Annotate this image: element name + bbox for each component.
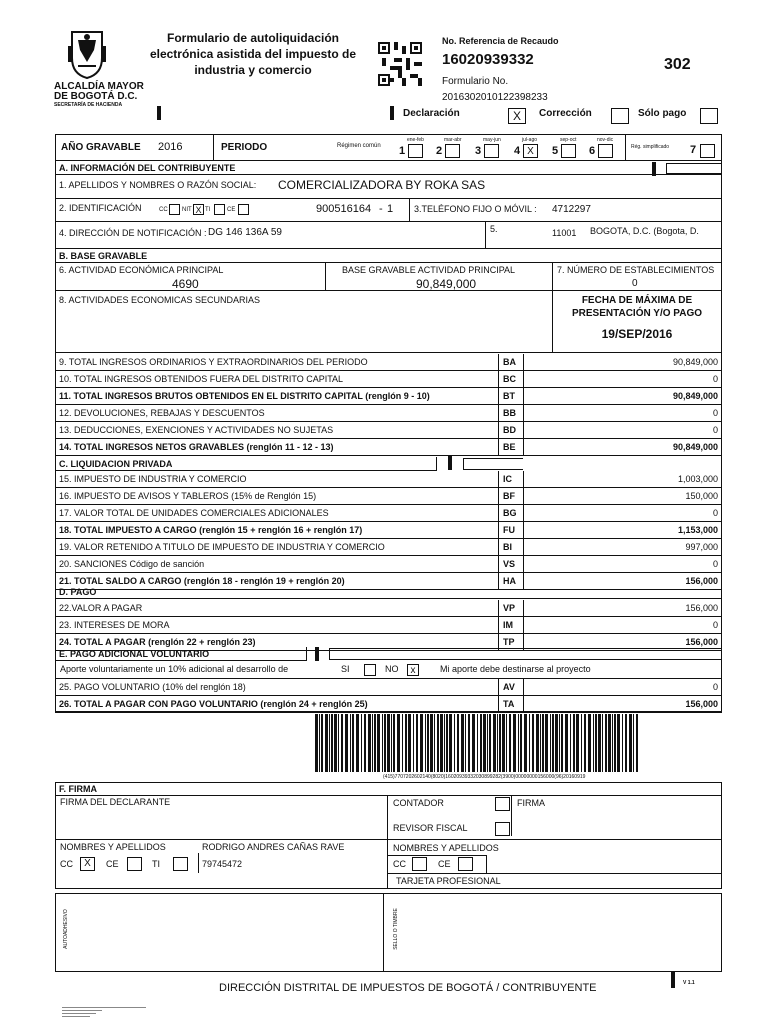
- form-no-label: Formulario No.: [442, 76, 509, 87]
- barcode-bar: [576, 714, 579, 772]
- barcode-bar: [509, 714, 511, 772]
- barcode-bar: [593, 714, 594, 772]
- nit-label: NIT: [182, 207, 192, 213]
- line-code: BD: [498, 422, 524, 439]
- line-code: IM: [498, 617, 524, 634]
- qr-code: [378, 42, 422, 86]
- barcode-bar: [402, 714, 403, 772]
- line-value: 90,849,000: [672, 442, 718, 452]
- barcode-bar: [374, 714, 376, 772]
- activity-label: 6. ACTIVIDAD ECONÓMICA PRINCIPAL: [59, 265, 224, 275]
- id-label: 2. IDENTIFICACIÓN: [59, 203, 142, 213]
- no-checkbox[interactable]: x: [407, 664, 419, 676]
- barcode-bar: [329, 714, 330, 772]
- barcode-bar: [413, 714, 414, 772]
- line-label: 10. TOTAL INGRESOS OBTENIDOS FUERA DEL DISTRITO CAPITAL: [59, 374, 344, 384]
- barcode-bar: [472, 714, 475, 772]
- section-f-title: F. FIRMA: [55, 782, 722, 796]
- footer-marker: [671, 972, 675, 988]
- barcode-bar: [506, 714, 507, 772]
- barcode-bar: [341, 714, 343, 772]
- barcode-bar: [449, 714, 452, 772]
- line-value: 0: [712, 559, 718, 569]
- simplificado-number: 7: [690, 144, 697, 156]
- barcode-bar: [605, 714, 607, 772]
- barcode-bar: [555, 714, 558, 772]
- month-label: ene-feb: [407, 137, 424, 143]
- period-checkbox[interactable]: [484, 144, 499, 158]
- month-label: jul-ago: [522, 137, 538, 143]
- id-sep: -: [379, 203, 383, 215]
- barcode-bar: [617, 714, 620, 772]
- cc-checkbox[interactable]: [169, 204, 180, 215]
- barcode-bar: [334, 714, 337, 772]
- line-code: HA: [498, 573, 524, 590]
- barcode-bar: [629, 714, 632, 772]
- line-value: 1,003,000: [677, 474, 718, 484]
- barcode-bar: [483, 714, 486, 772]
- barcode-bar: [345, 714, 348, 772]
- footer-direccion: DIRECCIÓN DISTRITAL DE IMPUESTOS DE BOGOTÁ / CONTRIBUYENTE: [219, 982, 597, 994]
- org-line2: DE BOGOTÁ D.C.: [54, 91, 138, 102]
- postal-code: 11001: [552, 228, 577, 238]
- barcode-bar: [315, 714, 318, 772]
- line-code: IC: [498, 471, 524, 488]
- barcode: [313, 714, 641, 772]
- barcode-bar: [565, 714, 568, 772]
- barcode-bar: [487, 714, 488, 772]
- ano-label: AÑO GRAVABLE: [61, 142, 141, 153]
- dir-value: DG 146 136A 59: [208, 227, 282, 238]
- base-label: BASE GRAVABLE ACTIVIDAD PRINCIPAL: [342, 265, 516, 275]
- regimen-label: Régimen común: [337, 143, 381, 149]
- aporte-label: Aporte voluntariamente un 10% adicional al desarrollo de: [60, 664, 289, 674]
- correccion-checkbox[interactable]: [611, 108, 629, 124]
- tel-value: 4712297: [552, 204, 591, 215]
- barcode-bar: [614, 714, 616, 772]
- period-checkbox[interactable]: [561, 144, 576, 158]
- barcode-bar: [372, 714, 373, 772]
- barcode-bar: [625, 714, 627, 772]
- form-title: Formulario de autoliquidación electrónica asistida del impuesto de industria y comercio: [149, 31, 357, 77]
- voluntario-row-av: [55, 679, 722, 696]
- barcode-bar: [405, 714, 407, 772]
- dir-label: 4. DIRECCIÓN DE NOTIFICACIÓN :: [59, 228, 207, 238]
- org-line1: ALCALDÍA MAYOR: [54, 81, 144, 92]
- barcode-bar: [520, 714, 522, 772]
- line-code: BB: [498, 405, 524, 422]
- declaracion-label: Declaración: [403, 108, 460, 119]
- tel-label: 3.TELÉFONO FIJO O MÓVIL :: [414, 204, 537, 214]
- estab-label: 7. NÚMERO DE ESTABLECIMIENTOS: [557, 265, 715, 275]
- barcode-bar: [550, 714, 551, 772]
- barcode-bar: [387, 714, 390, 772]
- barcode-bar: [465, 714, 466, 772]
- section-a-marker: [652, 162, 656, 176]
- ce-checkbox[interactable]: [238, 204, 249, 215]
- contador-cc-label: CC: [393, 859, 406, 869]
- line-value: 0: [712, 374, 718, 384]
- line-code: BF: [498, 488, 524, 505]
- sello-box: [55, 893, 722, 972]
- barcode-bar: [489, 714, 491, 772]
- barcode-bar: [588, 714, 591, 772]
- si-label: SI: [341, 664, 350, 674]
- solo-pago-checkbox[interactable]: [700, 108, 718, 124]
- barcode-bar: [477, 714, 478, 772]
- section-c-field: [463, 458, 523, 470]
- header-marker-mid: [390, 106, 394, 120]
- liquidacion-row-vs: [55, 556, 722, 573]
- period-number: 3: [475, 145, 482, 157]
- barcode-bar: [499, 714, 501, 772]
- nombres-label-2: NOMBRES Y APELLIDOS: [393, 843, 499, 853]
- line-label: 21. TOTAL SALDO A CARGO (renglón 18 - renglón 19 + renglón 20): [59, 576, 345, 586]
- nombres-value: RODRIGO ANDRES CAÑAS RAVE: [202, 842, 345, 852]
- period-number: 5: [552, 145, 559, 157]
- barcode-bar: [513, 714, 516, 772]
- barcode-bar: [540, 714, 541, 772]
- barcode-bar: [552, 714, 554, 772]
- line-code: VP: [498, 600, 524, 617]
- fecha-value: 19/SEP/2016: [601, 327, 673, 341]
- barcode-bar: [393, 714, 395, 772]
- contador-ce-checkbox[interactable]: [458, 857, 473, 871]
- line-label: 9. TOTAL INGRESOS ORDINARIOS Y EXTRAORDINARIOS DEL PERIODO: [59, 357, 368, 367]
- fecha-label: FECHA DE MÁXIMA DE PRESENTACIÓN Y/O PAGO: [571, 295, 703, 319]
- barcode-bar: [444, 714, 445, 772]
- barcode-bar: [559, 714, 560, 772]
- solo-pago-label: Sólo pago: [638, 108, 687, 119]
- line-label: 22.VALOR A PAGAR: [59, 603, 143, 613]
- line-label: 16. IMPUESTO DE AVISOS Y TABLEROS (15% de Renglón 15): [59, 491, 317, 501]
- ingresos-row-bb: [55, 405, 722, 422]
- section-c-marker: [448, 456, 452, 470]
- barcode-bar: [598, 714, 601, 772]
- barcode-bar: [430, 714, 433, 772]
- barcode-bar: [561, 714, 563, 772]
- barcode-bar: [502, 714, 505, 772]
- barcode-bar: [364, 714, 366, 772]
- barcode-bar: [636, 714, 638, 772]
- barcode-bar: [440, 714, 443, 772]
- voluntario-row-ta: [55, 696, 722, 713]
- period-number: 2: [436, 145, 443, 157]
- barcode-bar: [391, 714, 392, 772]
- contador-cc-checkbox[interactable]: [412, 857, 427, 871]
- section-e-field: [329, 648, 722, 660]
- section-a-title: A. INFORMACIÓN DEL CONTRIBUYENTE: [55, 161, 722, 175]
- periodo-row: [55, 134, 722, 161]
- firma-label: FIRMA: [517, 798, 545, 808]
- barcode-bar: [384, 714, 386, 772]
- period-number: 1: [399, 145, 406, 157]
- barcode-bar: [425, 714, 426, 772]
- simplificado-label: Rég. simplificado: [631, 144, 670, 150]
- section-b-title: B. BASE GRAVABLE: [55, 249, 722, 263]
- contador-ce-label: CE: [438, 859, 451, 869]
- line-code: VS: [498, 556, 524, 573]
- proyecto-label: Mi aporte debe destinarse al proyecto: [440, 664, 591, 674]
- decl-cc-label: CC: [60, 859, 73, 869]
- section-e-marker: [315, 647, 319, 661]
- line-value: 0: [712, 508, 718, 518]
- cc-label: CC: [159, 207, 168, 213]
- revisor-checkbox[interactable]: [495, 822, 510, 836]
- ti-checkbox[interactable]: [214, 204, 225, 215]
- liquidacion-row-ic: [55, 471, 722, 488]
- barcode-bar: [581, 714, 582, 772]
- barcode-bar: [408, 714, 411, 772]
- barcode-bar: [595, 714, 597, 772]
- ingresos-row-bt: [55, 388, 722, 405]
- declaracion-checkbox[interactable]: X: [508, 108, 526, 124]
- barcode-bar: [573, 714, 575, 772]
- footer-fine-print: [62, 1006, 150, 1018]
- pago-row-vp: [55, 600, 722, 617]
- barcode-bar: [356, 714, 359, 772]
- liquidacion-row-bi: [55, 539, 722, 556]
- barcode-bar: [446, 714, 448, 772]
- barcode-bar: [361, 714, 362, 772]
- line-value: 90,849,000: [672, 357, 718, 367]
- f5-label: 5.: [490, 224, 498, 234]
- line-value: 156,000: [685, 603, 718, 613]
- liquidacion-row-fu: [55, 522, 722, 539]
- barcode-bar: [397, 714, 400, 772]
- barcode-bar: [602, 714, 603, 772]
- line-code: BG: [498, 505, 524, 522]
- barcode-bar: [325, 714, 328, 772]
- pago-row-im: [55, 617, 722, 634]
- period-checkbox[interactable]: [445, 144, 460, 158]
- nombres-label: NOMBRES Y APELLIDOS: [60, 842, 166, 852]
- contador-label: CONTADOR: [393, 798, 444, 808]
- month-label: sep-oct: [560, 137, 577, 143]
- barcode-bar: [331, 714, 333, 772]
- barcode-bar: [545, 714, 548, 772]
- period-checkbox[interactable]: X: [523, 144, 538, 158]
- ce-label: CE: [227, 207, 236, 213]
- line-code: BE: [498, 439, 524, 456]
- line-value: 0: [712, 425, 718, 435]
- barcode-text: (415)7707202602140(8020)16020939332030899282(3900)00000000156000(96)20160919: [383, 774, 586, 780]
- header-marker-left: [157, 106, 161, 120]
- line-code: FU: [498, 522, 524, 539]
- barcode-bar: [377, 714, 380, 772]
- barcode-bar: [622, 714, 623, 772]
- org-line3: SECRETARÍA DE HACIENDA: [54, 102, 123, 108]
- sello-label: SELLO O TIMBRE: [393, 908, 399, 950]
- firma-declarante: FIRMA DEL DECLARANTE: [60, 797, 171, 807]
- name-value: COMERCIALIZADORA BY ROKA SAS: [278, 178, 486, 192]
- line-code: BI: [498, 539, 524, 556]
- period-checkbox[interactable]: [408, 144, 423, 158]
- bogota-shield-logo: [64, 28, 110, 80]
- barcode-bar: [532, 714, 534, 772]
- line-value: 156,000: [685, 576, 718, 586]
- activity-value: 4690: [172, 277, 199, 291]
- line-value: 0: [712, 682, 718, 692]
- ingresos-row-bc: [55, 371, 722, 388]
- footer-version: V 1.1: [683, 980, 695, 986]
- barcode-bar: [468, 714, 470, 772]
- line-value: 150,000: [685, 491, 718, 501]
- decl-ti-checkbox[interactable]: [173, 857, 188, 871]
- line-value: 1,153,000: [677, 525, 718, 535]
- barcode-bar: [536, 714, 539, 772]
- barcode-bar: [461, 714, 464, 772]
- section-e-title: E. PAGO ADICIONAL VOLUNTARIO: [55, 647, 307, 661]
- period-checkbox[interactable]: [598, 144, 613, 158]
- barcode-bar: [612, 714, 613, 772]
- line-code: BT: [498, 388, 524, 405]
- line-label: 20. SANCIONES Código de sanción: [59, 559, 205, 569]
- barcode-bar: [497, 714, 498, 772]
- barcode-bar: [382, 714, 383, 772]
- section-a-field: [666, 163, 722, 174]
- line-label: 17. VALOR TOTAL DE UNIDADES COMERCIALES ADICIONALES: [59, 508, 329, 518]
- line-label: 25. PAGO VOLUNTARIO (10% del renglón 18): [59, 682, 246, 692]
- ref-label: No. Referencia de Recaudo: [442, 36, 559, 46]
- base-value: 90,849,000: [416, 277, 477, 291]
- no-label: NO: [385, 664, 399, 674]
- line-value: 997,000: [685, 542, 718, 552]
- line-value: 156,000: [685, 699, 718, 709]
- barcode-bar: [321, 714, 323, 772]
- barcode-bar: [437, 714, 439, 772]
- barcode-bar: [338, 714, 339, 772]
- period-number: 4: [514, 145, 521, 157]
- secondary-label: 8. ACTIVIDADES ECONOMICAS SECUNDARIAS: [59, 295, 261, 305]
- form-code: 302: [664, 56, 691, 73]
- line-label: 11. TOTAL INGRESOS BRUTOS OBTENIDOS EN EL DISTRITO CAPITAL (renglón 9 - 10): [59, 391, 430, 401]
- id-value: 900516164: [316, 203, 372, 215]
- line-value: 0: [712, 408, 718, 418]
- line-code: BA: [498, 354, 524, 371]
- line-value: 0: [712, 620, 718, 630]
- barcode-bar: [542, 714, 544, 772]
- barcode-bar: [608, 714, 611, 772]
- line-code: TP: [498, 634, 524, 651]
- section-c-title: C. LIQUIDACION PRIVADA: [55, 457, 437, 471]
- line-label: 14. TOTAL INGRESOS NETOS GRAVABLES (renglón 11 - 12 - 13): [59, 442, 334, 452]
- form-no: 2016302010122398233: [442, 92, 548, 103]
- line-label: 13. DEDUCCIONES, EXENCIONES Y ACTIVIDADES NO SUJETAS: [59, 425, 334, 435]
- barcode-bar: [493, 714, 496, 772]
- section-d-title: D. PAGO: [55, 585, 722, 599]
- decl-ce-checkbox[interactable]: [127, 857, 142, 871]
- barcode-bar: [352, 714, 354, 772]
- contador-checkbox[interactable]: [495, 797, 510, 811]
- ti-label: TI: [205, 207, 211, 213]
- ref-number: 16020939332: [442, 51, 534, 68]
- line-value: 156,000: [685, 637, 718, 647]
- barcode-bar: [350, 714, 351, 772]
- line-label: 12. DEVOLUCIONES, REBAJAS Y DESCUENTOS: [59, 408, 265, 418]
- barcode-bar: [457, 714, 459, 772]
- ingresos-row-be: [55, 439, 722, 456]
- line-label: 15. IMPUESTO DE INDUSTRIA Y COMERCIO: [59, 474, 247, 484]
- barcode-bar: [368, 714, 371, 772]
- month-label: nov-dic: [597, 137, 614, 143]
- line-value: 90,849,000: [672, 391, 718, 401]
- barcode-bar: [434, 714, 435, 772]
- name-label: 1. APELLIDOS Y NOMBRES O RAZÓN SOCIAL:: [59, 180, 257, 190]
- month-label: may-jun: [483, 137, 501, 143]
- line-label: 18. TOTAL IMPUESTO A CARGO (renglón 15 + renglón 16 + renglón 17): [59, 525, 363, 535]
- ingresos-row-bd: [55, 422, 722, 439]
- periodo-label: PERIODO: [221, 142, 268, 153]
- barcode-bar: [420, 714, 423, 772]
- id-dv: 1: [387, 203, 394, 215]
- correccion-label: Corrección: [539, 108, 592, 119]
- decl-ce-label: CE: [106, 859, 119, 869]
- tarjeta-label: TARJETA PROFESIONAL: [396, 876, 501, 886]
- ingresos-row-ba: [55, 354, 722, 371]
- barcode-bar: [529, 714, 530, 772]
- si-checkbox[interactable]: [364, 664, 376, 676]
- barcode-bar: [480, 714, 482, 772]
- period-number: 6: [589, 145, 596, 157]
- line-label: 23. INTERESES DE MORA: [59, 620, 170, 630]
- doc-value: 79745472: [202, 859, 243, 869]
- line-label: 26. TOTAL A PAGAR CON PAGO VOLUNTARIO (renglón 24 + renglón 25): [59, 699, 368, 709]
- barcode-bar: [518, 714, 519, 772]
- month-label: mar-abr: [444, 137, 462, 143]
- line-code: AV: [498, 679, 524, 696]
- liquidacion-row-bf: [55, 488, 722, 505]
- barcode-bar: [633, 714, 634, 772]
- barcode-bar: [319, 714, 320, 772]
- line-code: BC: [498, 371, 524, 388]
- line-label: 24. TOTAL A PAGAR (renglón 22 + renglón 23): [59, 637, 256, 647]
- barcode-bar: [416, 714, 418, 772]
- estab-value: 0: [632, 278, 638, 289]
- line-label: 19. VALOR RETENIDO A TITULO DE IMPUESTO DE INDUSTRIA Y COMERCIO: [59, 542, 385, 552]
- barcode-bar: [427, 714, 429, 772]
- nit-checkbox[interactable]: X: [193, 204, 204, 215]
- decl-ti-label: TI: [152, 859, 160, 869]
- barcode-bar: [454, 714, 455, 772]
- barcode-bar: [524, 714, 527, 772]
- revisor-label: REVISOR FISCAL: [393, 823, 468, 833]
- simplificado-checkbox[interactable]: [700, 144, 715, 158]
- ano-value: 2016: [158, 141, 183, 153]
- line-code: TA: [498, 696, 524, 713]
- liquidacion-row-bg: [55, 505, 722, 522]
- decl-cc-checkbox[interactable]: X: [80, 857, 95, 871]
- barcode-bar: [570, 714, 571, 772]
- autoadhesivo-label: AUTOADHESIVO: [63, 909, 69, 949]
- city: BOGOTA, D.C. (Bogota, D.: [590, 226, 699, 236]
- barcode-bar: [584, 714, 586, 772]
